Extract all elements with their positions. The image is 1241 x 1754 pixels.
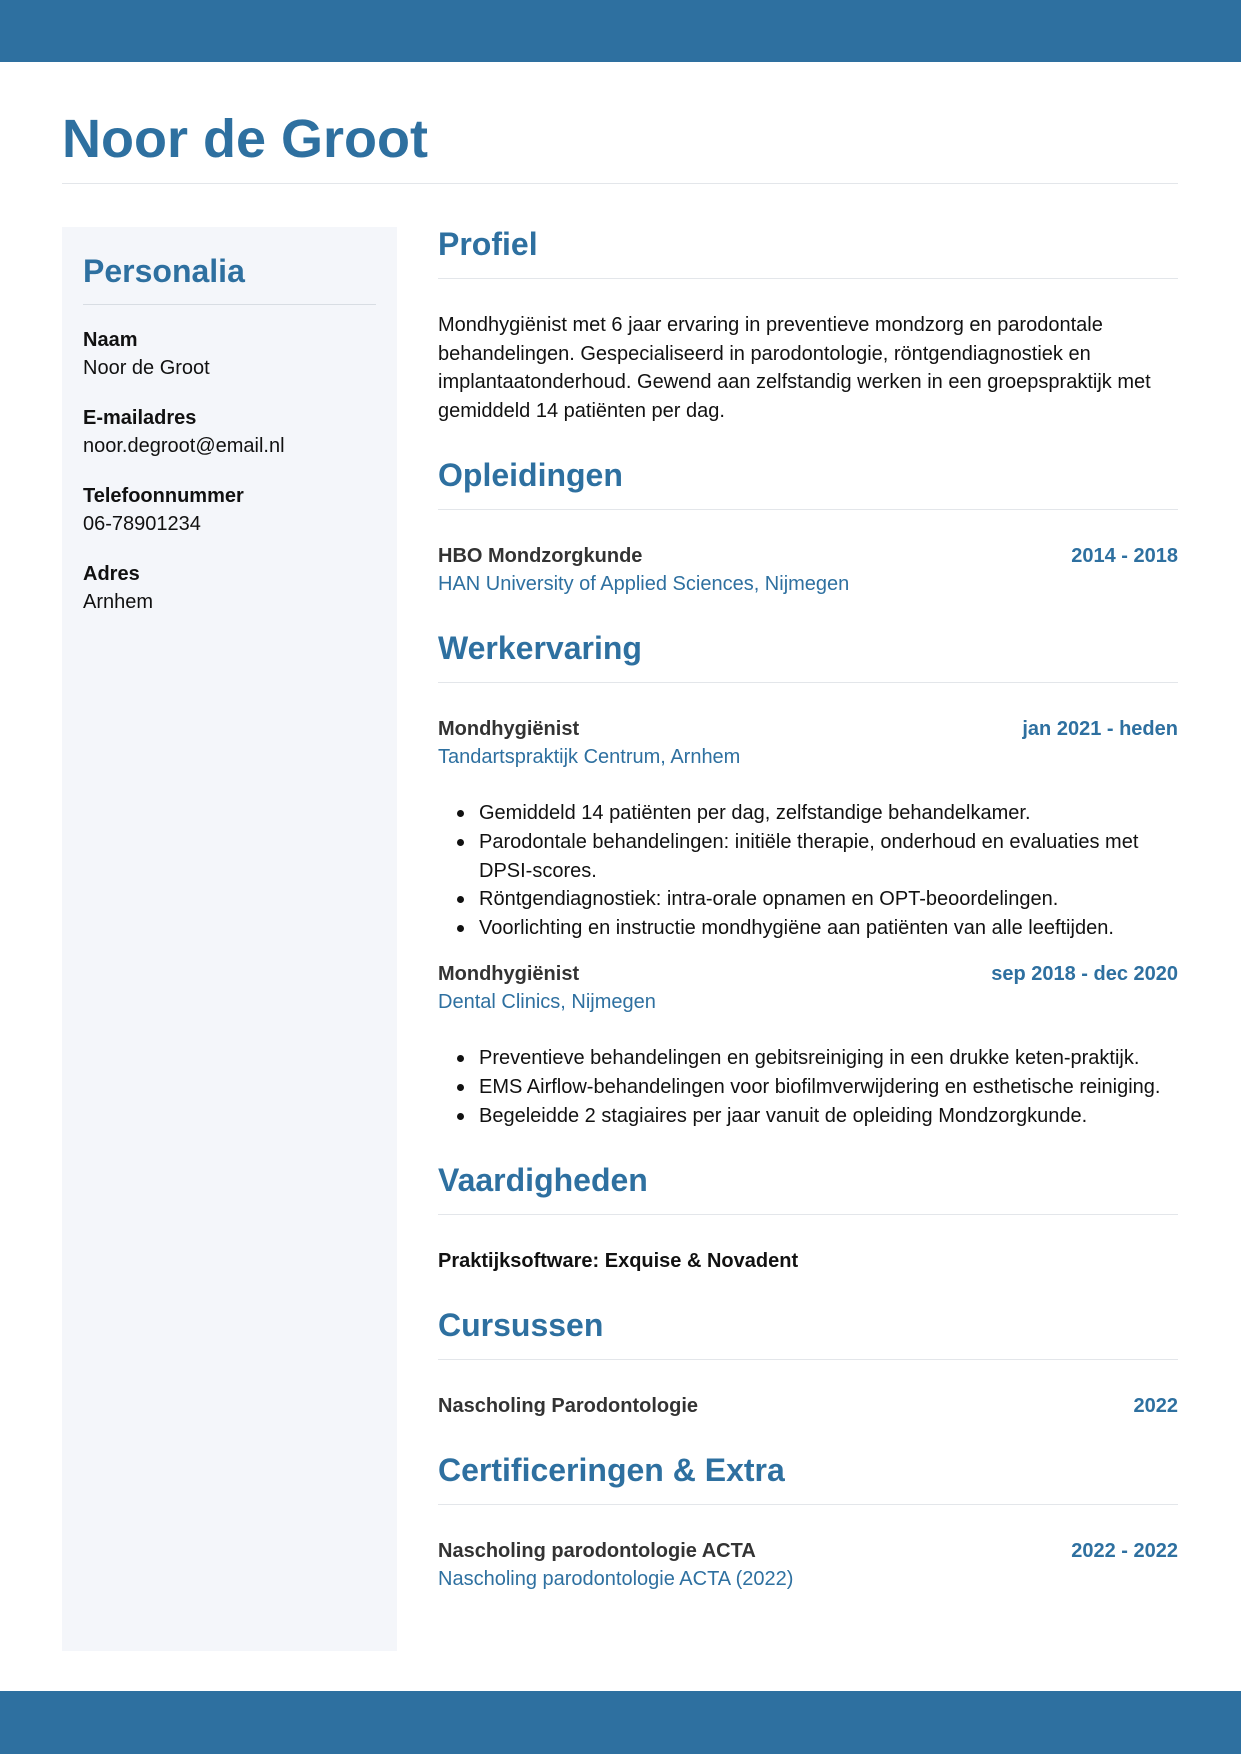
section-divider	[438, 1504, 1178, 1505]
section-title: Opleidingen	[438, 457, 623, 494]
field-label: Telefoonnummer	[83, 485, 244, 507]
field-email	[83, 404, 376, 460]
field-name	[83, 326, 376, 382]
section-divider	[438, 1214, 1178, 1215]
experience-section	[438, 626, 1178, 1130]
list-item-text: Preventieve behandelingen en gebitsreiniging in een drukke keten-praktijk.	[479, 1047, 1140, 1070]
field-value: Noor de Groot	[83, 357, 210, 379]
courses-section	[438, 1303, 1178, 1420]
list-item	[438, 828, 1178, 885]
bullet-dot-icon	[457, 810, 464, 817]
list-item-text: Röntgendiagnostiek: intra-orale opnamen en OPT-beoordelingen.	[479, 888, 1059, 911]
entry-employer: Tandartspraktijk Centrum, Arnhem	[438, 746, 741, 769]
certifications-section	[438, 1448, 1178, 1593]
main-content	[438, 222, 1178, 1621]
list-item-text: Begeleidde 2 stagiaires per jaar vanuit de opleiding Mondzorgkunde.	[479, 1104, 1088, 1127]
candidate-name: Noor de Groot	[62, 109, 428, 169]
skills-section	[438, 1158, 1178, 1275]
list-item-text: EMS Airflow-behandelingen voor biofilmverwijdering en esthetische reiniging.	[479, 1075, 1161, 1098]
header-band	[0, 0, 1241, 62]
section-divider	[438, 509, 1178, 510]
skill-item: Praktijksoftware: Exquise & Novadent	[438, 1250, 799, 1273]
section-divider	[438, 1359, 1178, 1360]
field-value: Arnhem	[83, 591, 154, 613]
section-title: Werkervaring	[438, 630, 642, 667]
field-label: Adres	[83, 563, 140, 585]
entry-detail: Nascholing parodontologie ACTA (2022)	[438, 1568, 794, 1591]
entry-date: 2022 - 2022	[1071, 1540, 1178, 1563]
entry-title: Nascholing Parodontologie	[438, 1395, 699, 1418]
field-phone	[83, 482, 376, 538]
field-value: 06-78901234	[83, 513, 201, 535]
list-item	[438, 1073, 1178, 1102]
experience-entry	[438, 715, 1178, 942]
sidebar-title: Personalia	[83, 253, 245, 289]
entry-date: sep 2018 - dec 2020	[991, 963, 1178, 986]
course-entry	[438, 1392, 1178, 1420]
section-divider	[438, 278, 1178, 279]
section-title: Profiel	[438, 226, 538, 262]
list-item-text: Gemiddeld 14 patiënten per dag, zelfstandige behandelkamer.	[479, 802, 1031, 825]
bullet-list	[438, 1044, 1178, 1130]
list-item-text: Parodontale behandelingen: initiële therapie, onderhoud en evaluaties met DPSI-scores.	[479, 830, 1139, 882]
sidebar-divider	[83, 304, 376, 305]
section-title: Cursussen	[438, 1307, 604, 1344]
entry-institution: HAN University of Applied Sciences, Nijmegen	[438, 573, 850, 596]
header-divider	[62, 183, 1178, 184]
list-item	[438, 885, 1178, 914]
section-title: Certificeringen & Extra	[438, 1452, 785, 1489]
bullet-dot-icon	[457, 1113, 464, 1120]
experience-entry	[438, 960, 1178, 1130]
list-item-text: Voorlichting en instructie mondhygiëne aan patiënten van alle leeftijden.	[479, 916, 1114, 939]
personal-info-sidebar	[62, 227, 397, 1651]
section-divider	[438, 682, 1178, 683]
bullet-dot-icon	[457, 925, 464, 932]
field-label: E-mailadres	[83, 407, 197, 429]
certification-entry	[438, 1537, 1178, 1593]
bullet-dot-icon	[457, 1084, 464, 1091]
entry-employer: Dental Clinics, Nijmegen	[438, 991, 656, 1014]
field-label: Naam	[83, 329, 138, 351]
entry-date: 2022	[1133, 1395, 1178, 1418]
footer-band	[0, 1691, 1241, 1754]
list-item	[438, 914, 1178, 943]
profile-section	[438, 222, 1178, 425]
bullet-dot-icon	[457, 1055, 464, 1062]
entry-title: Mondhygiënist	[438, 963, 580, 986]
list-item	[438, 1044, 1178, 1073]
bullet-list	[438, 799, 1178, 942]
entry-title: HBO Mondzorgkunde	[438, 545, 643, 568]
field-address	[83, 560, 376, 616]
list-item	[438, 1102, 1178, 1131]
entry-title: Nascholing parodontologie ACTA	[438, 1540, 756, 1563]
section-title: Vaardigheden	[438, 1162, 648, 1199]
entry-date: 2014 - 2018	[1071, 545, 1178, 568]
bullet-dot-icon	[457, 896, 464, 903]
field-value: noor.degroot@email.nl	[83, 435, 285, 457]
education-entry	[438, 542, 1178, 598]
list-item	[438, 799, 1178, 828]
education-section	[438, 453, 1178, 598]
bullet-dot-icon	[457, 839, 464, 846]
profile-text: Mondhygiënist met 6 jaar ervaring in preventieve mondzorg en parodontale behandelingen. Gespecialiseerd in parodontologie, röntgendiagnostiek en implantaatonderhoud. Gewend aan zelfstandig werken in een groepspraktijk met gemiddeld 14 patiënten per dag.	[438, 314, 1151, 422]
entry-title: Mondhygiënist	[438, 718, 580, 741]
entry-date: jan 2021 - heden	[1022, 718, 1178, 741]
